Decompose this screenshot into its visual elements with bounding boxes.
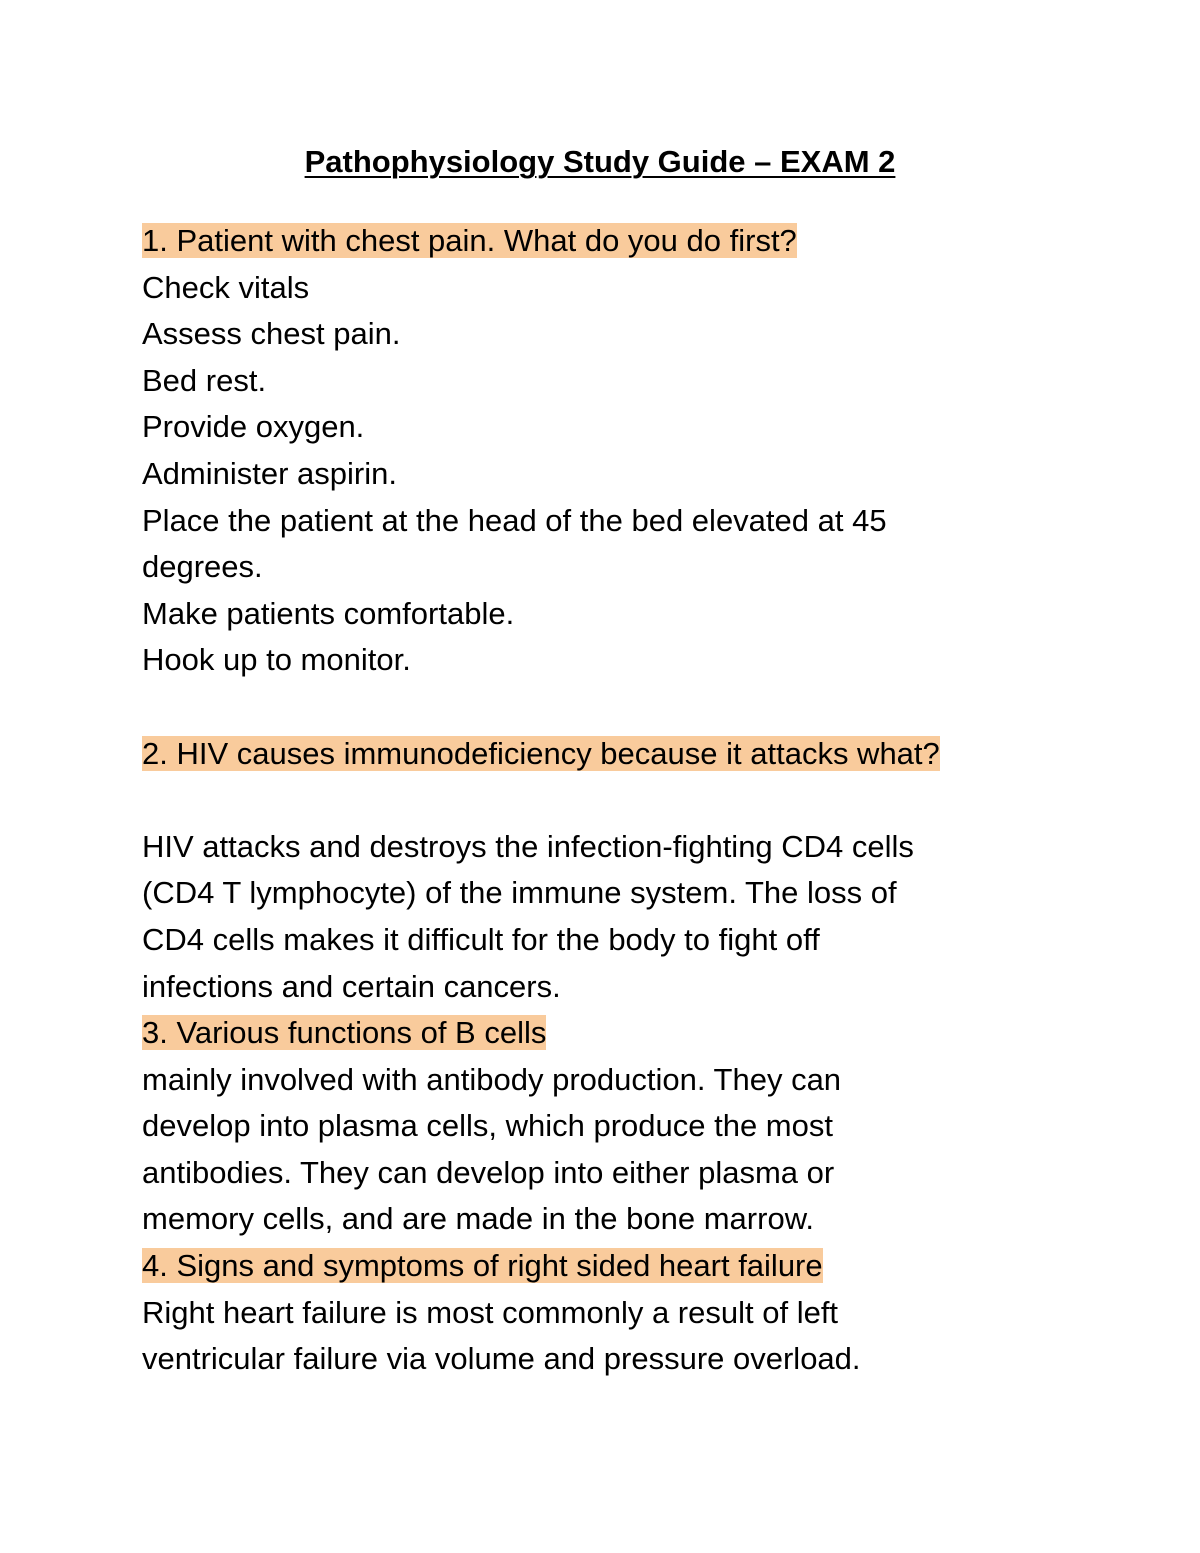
document-title: Pathophysiology Study Guide – EXAM 2 [304, 144, 896, 179]
q1-answer-line: degrees. [142, 549, 263, 585]
question-2 [142, 731, 1062, 778]
q1-answer-line: Make patients comfortable. [142, 595, 515, 631]
study-guide-body [142, 218, 1062, 1383]
q3-answer-line: memory cells, and are made in the bone marrow. [142, 1201, 814, 1237]
q2-answer-line: (CD4 T lymphocyte) of the immune system. The loss of [142, 875, 897, 911]
q3-answer-line: antibodies. They can develop into either plasma or [142, 1154, 835, 1190]
question-2-highlight: 2. HIV causes immunodeficiency because it attacks what? [142, 735, 940, 771]
q1-answer-line: Administer aspirin. [142, 455, 397, 491]
q1-answer-line: Bed rest. [142, 362, 267, 398]
q2-answer-line: HIV attacks and destroys the infection-fighting CD4 cells [142, 828, 914, 864]
q1-answer-line: Check vitals [142, 269, 310, 305]
question-3 [142, 1010, 1062, 1057]
q1-answer-line: Place the patient at the head of the bed elevated at 45 [142, 502, 887, 538]
q4-answer-line: Right heart failure is most commonly a result of left [142, 1294, 839, 1330]
question-4 [142, 1243, 1062, 1290]
spacer [142, 684, 1062, 731]
q1-answer-line: Assess chest pain. [142, 316, 401, 352]
q3-answer-line: develop into plasma cells, which produce the most [142, 1108, 833, 1144]
question-3-highlight: 3. Various functions of B cells [142, 1015, 547, 1051]
q1-answer-line: Hook up to monitor. [142, 642, 411, 678]
q4-answer-line: ventricular failure via volume and pressure overload. [142, 1341, 861, 1377]
q2-answer-line: infections and certain cancers. [142, 968, 561, 1004]
spacer [142, 777, 1062, 824]
q2-answer-line: CD4 cells makes it difficult for the body to fight off [142, 921, 820, 957]
question-1 [142, 218, 1062, 265]
q3-answer-line: mainly involved with antibody production. They can [142, 1061, 842, 1097]
question-1-highlight: 1. Patient with chest pain. What do you do first? [142, 223, 797, 258]
question-4-highlight: 4. Signs and symptoms of right sided heart failure [142, 1248, 823, 1284]
q1-answer-line: Provide oxygen. [142, 409, 365, 445]
